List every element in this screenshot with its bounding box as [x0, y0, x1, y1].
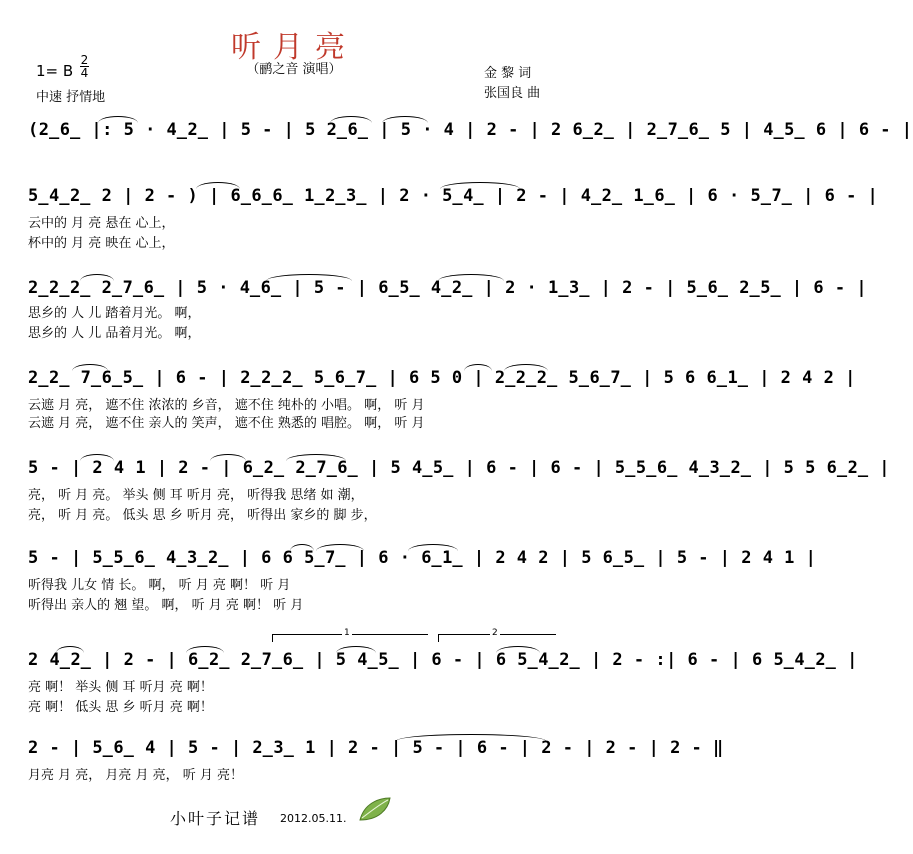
lyric-line-2-verse-2: 杯中的 月 亮 映在 心上， — [28, 236, 175, 251]
slur-mark — [80, 274, 114, 281]
time-denominator: 4 — [80, 66, 89, 80]
time-numerator: 2 — [80, 53, 89, 67]
lyricist-credit: 金 黎 词 — [484, 66, 532, 81]
slur-mark — [98, 116, 138, 123]
slur-mark — [464, 364, 492, 371]
lyric-line-8: 月亮 月 亮， 月亮 月 亮， 听 月 亮！ — [28, 768, 244, 783]
slur-mark — [336, 646, 376, 653]
slur-mark — [496, 646, 540, 653]
transcription-date: 2012.05.11. — [280, 812, 347, 825]
volta-first-number: 1 — [344, 628, 350, 638]
slur-mark — [408, 544, 458, 551]
tempo-marking: 中速 抒情地 — [36, 90, 106, 105]
leaf-icon — [358, 796, 392, 822]
lyric-line-5-verse-1: 亮， 听 月 亮。 举头 侧 耳 听月 亮， 听得我 思绪 如 潮， — [28, 488, 364, 503]
volta-second-number: 2 — [492, 628, 498, 638]
volta-second-start — [438, 634, 439, 642]
slur-mark — [382, 116, 428, 123]
slur-mark — [196, 182, 240, 189]
composer-credit: 张国良 曲 — [484, 86, 541, 101]
notation-line-1: (2̲6̲ |: 5 · 4̲2̲ | 5 - | 5 2̲6̲ | 5 · 4 | 2 - | 2 6̲2̲ | 2̲7̲6̲ 5 | 4̲5̲ 6 | 6 - | — [28, 120, 913, 140]
lyric-line-4-verse-1: 云遮 月 亮， 遮不住 浓浓的 乡音， 遮不住 纯朴的 小唱。 啊， 听 月 — [28, 398, 425, 413]
lyric-line-2-verse-1: 云中的 月 亮 悬在 心上， — [28, 216, 175, 231]
slur-mark — [396, 734, 546, 741]
lyric-line-7-verse-1: 亮 啊！ 举头 侧 耳 听月 亮 啊！ — [28, 680, 213, 695]
performer-credit: （鹂之音 演唱） — [246, 62, 342, 77]
slur-mark — [56, 646, 84, 653]
notation-line-2: 5̲4̲2̲ 2 | 2 - ) | 6̲6̲6̲ 1̲2̲3̲ | 2 · 5̲4̲ | 2 - | 4̲2̲ 1̲6̲ | 6 · 5̲7̲ | 6 - | — [28, 186, 879, 206]
lyric-line-5-verse-2: 亮， 听 月 亮。 低头 思 乡 听月 亮， 听得出 家乡的 脚 步， — [28, 508, 377, 523]
slur-mark — [72, 364, 108, 371]
slur-mark — [80, 454, 114, 461]
slur-mark — [210, 454, 246, 461]
notation-line-5: 5 - | 2 4 1 | 2 - | 6̲2̲ 2̲7̲6̲ | 5 4̲5̲ | 6 - | 6 - | 5̲5̲6̲ 4̲3̲2̲ | 5 5 6̲2̲ | — [28, 458, 891, 478]
notation-line-7: 2 4̲2̲ | 2 - | 6̲2̲ 2̲7̲6̲ | 5 4̲5̲ | 6 - | 6 5̲4̲2̲ | 2 - :| 6 - | 6 5̲4̲2̲ | — [28, 650, 858, 670]
lyric-line-3-verse-1: 思乡的 人 儿 踏着月光。 啊， — [28, 306, 201, 321]
lyric-line-4-verse-2: 云遮 月 亮， 遮不住 亲人的 笑声， 遮不住 熟悉的 唱腔。 啊， 听 月 — [28, 416, 425, 431]
lyric-line-3-verse-2: 思乡的 人 儿 品着月光。 啊， — [28, 326, 201, 341]
slur-mark — [438, 274, 504, 281]
slur-mark — [290, 544, 314, 551]
slur-mark — [440, 182, 520, 189]
lyric-line-7-verse-2: 亮 啊！ 低头 思 乡 听月 亮 啊！ — [28, 700, 213, 715]
lyric-line-6-verse-2: 听得出 亲人的 翘 望。 啊， 听 月 亮 啊！ 听 月 — [28, 598, 304, 613]
lyric-line-6-verse-1: 听得我 儿女 情 长。 啊， 听 月 亮 啊！ 听 月 — [28, 578, 291, 593]
notation-line-6: 5 - | 5̲5̲6̲ 4̲3̲2̲ | 6 6 5̲7̲ | 6 · 6̲1̲ | 2 4 2 | 5 6̲5̲ | 5 - | 2 4 1 | — [28, 548, 817, 568]
time-signature — [80, 54, 89, 79]
notation-line-4: 2̲2̲ 7̲6̲5̲ | 6 - | 2̲2̲2̲ 5̲6̲7̲ | 6 5 0 | 2̲2̲2̲ 5̲6̲7̲ | 5 6 6̲1̲ | 2 4 2 | — [28, 368, 856, 388]
song-title: 听月亮 — [231, 30, 357, 65]
notation-line-8: 2 - | 5̲6̲ 4 | 5 - | 2̲3̲ 1 | 2 - | 5 - | 6 - | 2 - | 2 - | 2 - ‖ — [28, 738, 724, 758]
slur-mark — [266, 274, 352, 281]
key-signature: 1= B — [36, 62, 74, 80]
notation-line-3: 2̲2̲2̲ 2̲7̲6̲ | 5 · 4̲6̲ | 5 - | 6̲5̲ 4̲2̲ | 2 · 1̲3̲ | 2 - | 5̲6̲ 2̲5̲ | 6 - | — [28, 278, 868, 298]
slur-mark — [316, 544, 364, 551]
volta-first-start — [272, 634, 273, 642]
slur-mark — [330, 116, 372, 123]
slur-mark — [286, 454, 346, 461]
slur-mark — [186, 646, 224, 653]
slur-mark — [504, 364, 548, 371]
transcriber-credit: 小叶子记谱 — [170, 809, 261, 828]
